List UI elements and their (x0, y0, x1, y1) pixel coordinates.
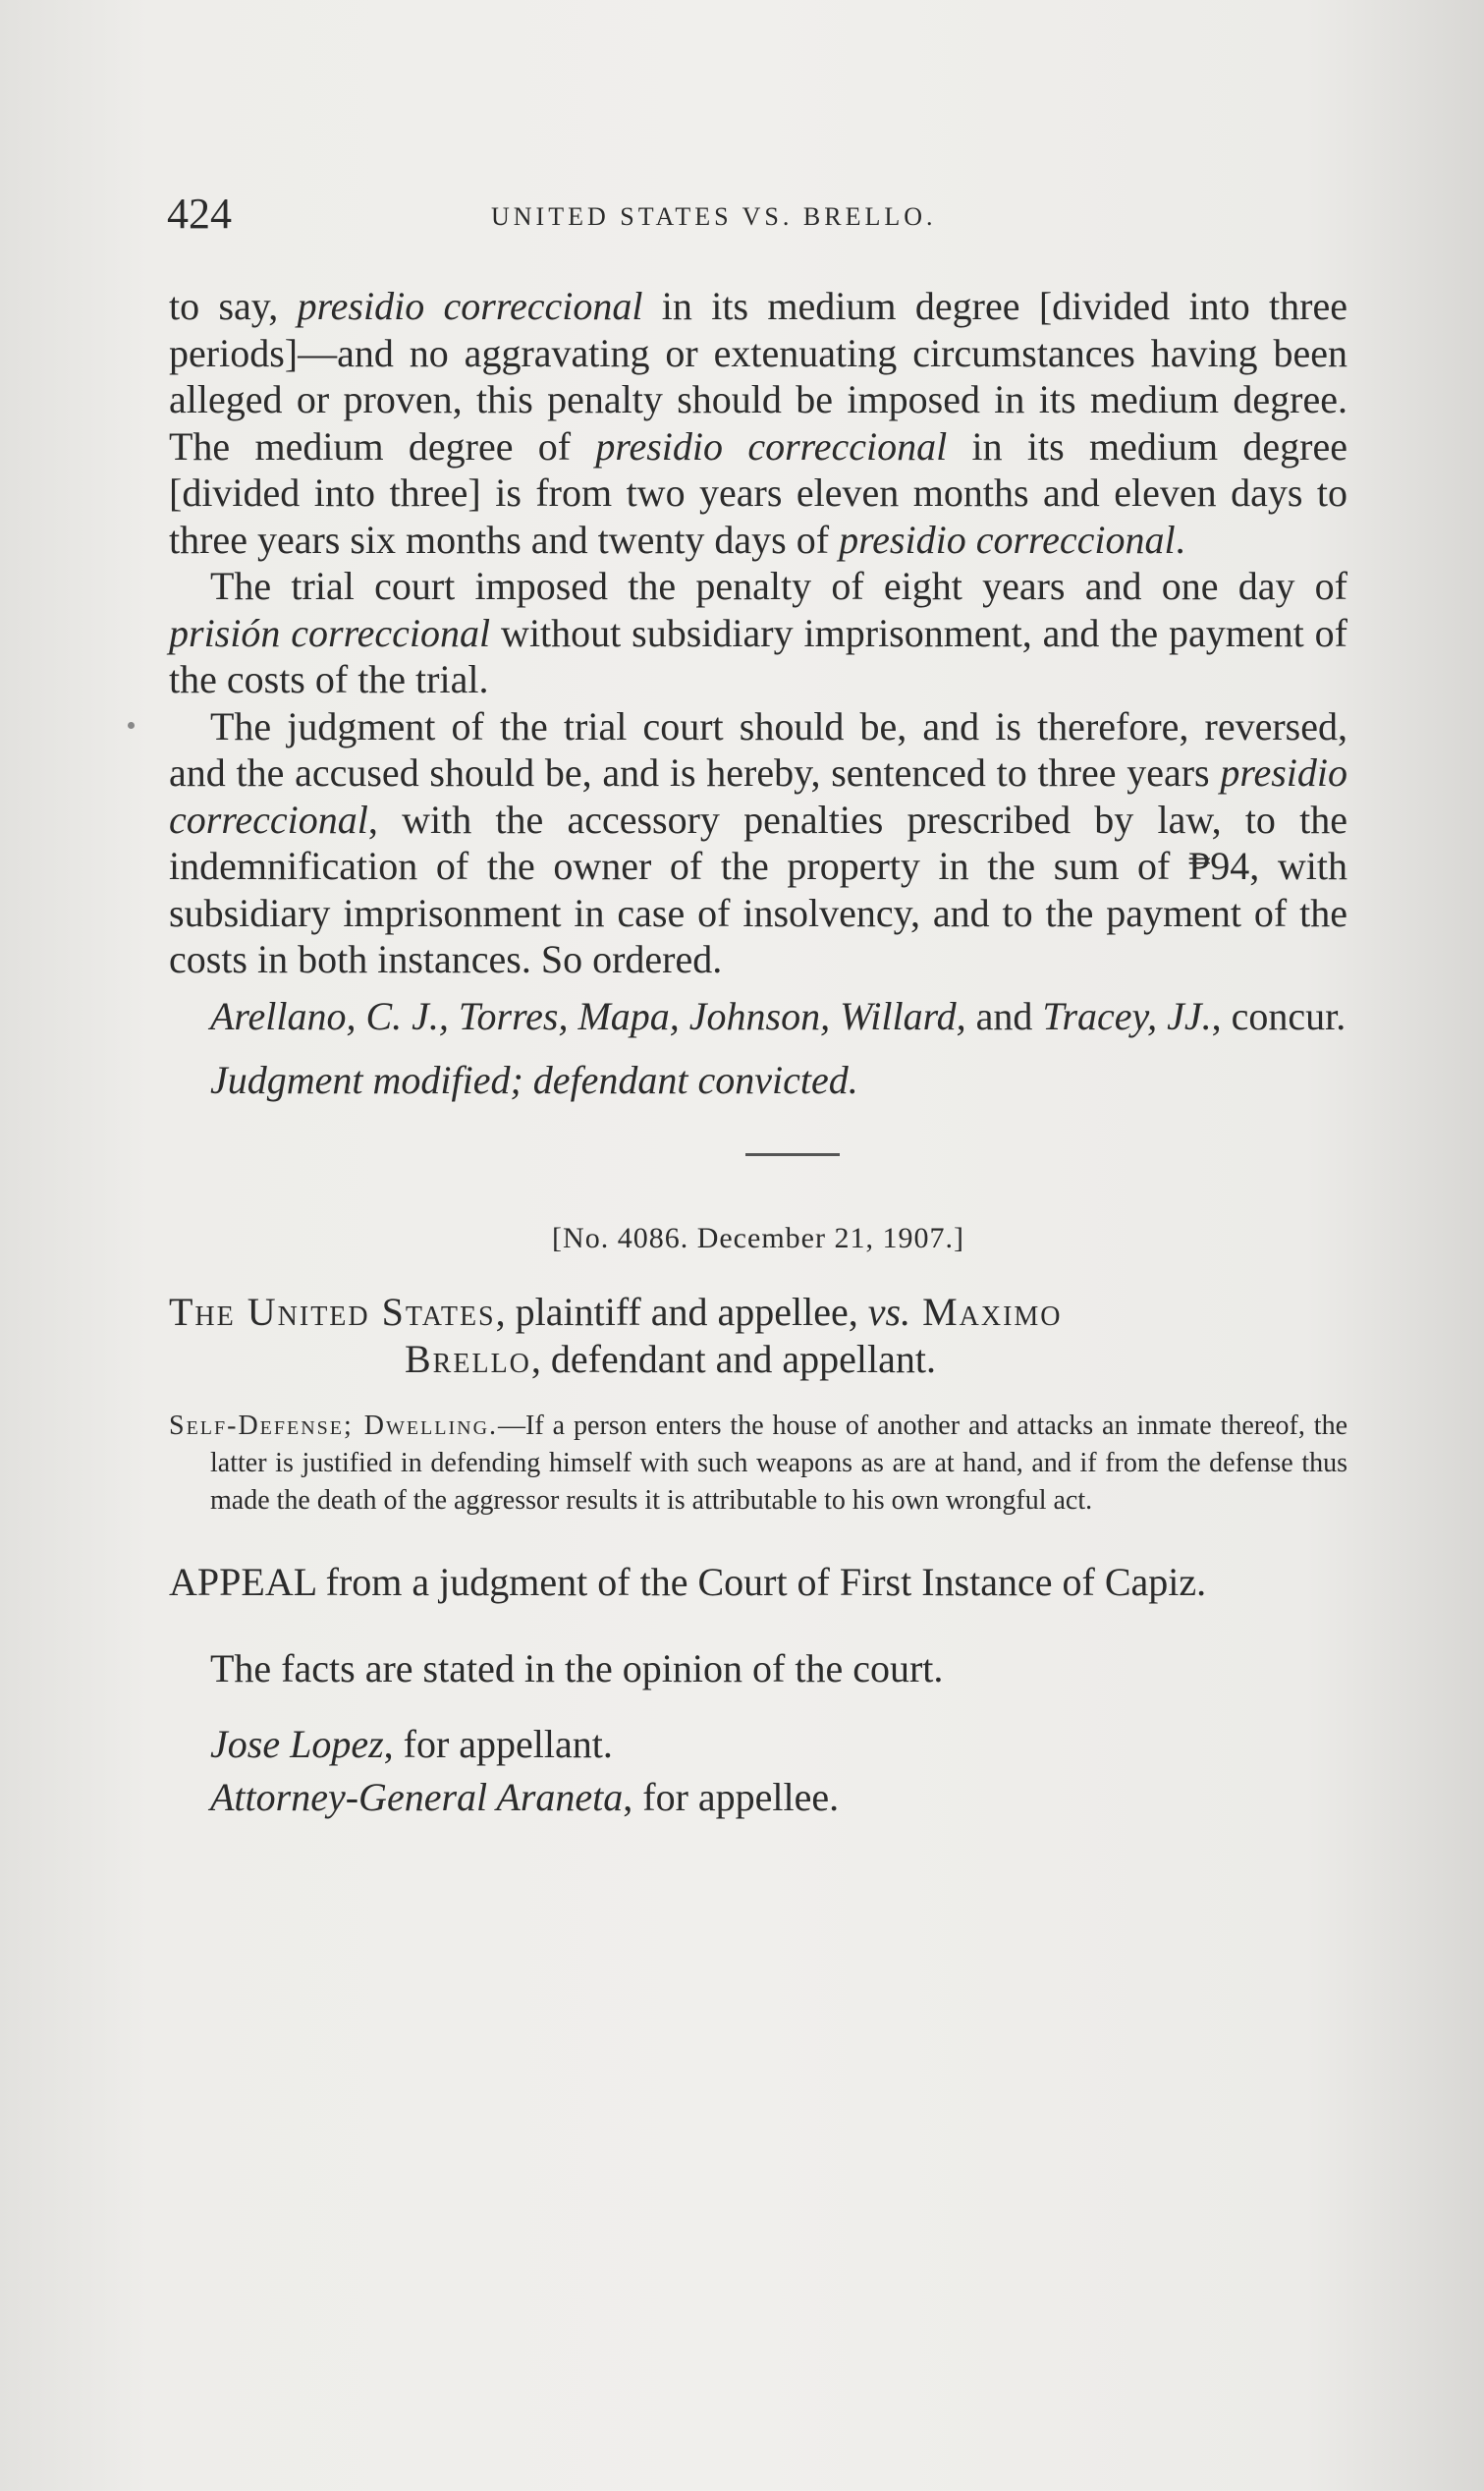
counsel-name: Jose Lopez (210, 1722, 384, 1766)
defendant-surname: Brello (405, 1336, 531, 1381)
page-number: 424 (167, 190, 232, 238)
text: to say, (169, 284, 298, 328)
page-body (169, 283, 1347, 1820)
italic-term: presidio correccional (839, 517, 1176, 562)
counsel-role: , for appellee. (623, 1774, 840, 1819)
running-title: UNITED STATES VS. BRELLO. (491, 202, 937, 231)
text: , concur. (1211, 993, 1347, 1038)
counsel-appellee (169, 1774, 1347, 1821)
appeal-statement (169, 1559, 1347, 1606)
case-number: [No. 4086. December 21, 1907.] (552, 1221, 964, 1254)
speck-mark (128, 722, 135, 729)
counsel-appellant (169, 1721, 1347, 1768)
case-title-line2 (169, 1336, 1347, 1383)
text: , defendant and appellant. (530, 1336, 936, 1381)
judgment-line (169, 1057, 1347, 1104)
text: The trial court imposed the penalty of eight years and one day of (210, 564, 1347, 608)
text: . (1175, 517, 1185, 562)
justices-names: Tracey, JJ. (1042, 993, 1212, 1038)
defendant-first-name: Maximo (910, 1290, 1063, 1334)
section-divider (745, 1153, 840, 1156)
text: , with the accessory penalties prescribed by law, to the indemnification of the owner of the property in the sum of ₱94, with subsidiary imprisonment in case of insolvency, and to the payment of the costs in both instances. So ordered. (169, 797, 1347, 981)
justices-names: Arellano, C. J., Torres, Mapa, Johnson, Willard, (210, 993, 966, 1038)
paragraph-penalty (169, 283, 1347, 563)
counsel-name: Attorney-General Araneta (210, 1774, 624, 1819)
paragraph-judgment (169, 703, 1347, 983)
case-title (169, 1289, 1347, 1382)
judgment-text: Judgment modified; defendant convicted. (210, 1058, 858, 1102)
plaintiff-name: The United States (169, 1290, 496, 1334)
italic-term: presidio correccional (595, 423, 948, 469)
versus: vs. (867, 1290, 911, 1334)
syllabus-heading: Self-Defense; Dwelling. (169, 1411, 499, 1441)
text: in its medium degree [divided into three periods]—and no aggravating or extenuating circumstances having been alleged or proven, this penalty should be imposed in its medium degree. The medium degree of (169, 284, 1347, 469)
text: without subsidiary imprisonment, and the payment of the costs of the trial. (169, 610, 1348, 701)
appeal-heading: APPEAL (169, 1560, 316, 1604)
text: The judgment of the trial court should be, and is therefore, reversed, and the accused should be, and is hereby, sentenced to three years (169, 703, 1347, 795)
italic-term: presidio correccional (297, 284, 643, 328)
paragraph-trial-court (169, 563, 1347, 703)
concurrence (169, 993, 1347, 1040)
syllabus-text: —If a person enters the house of another and attacks an inmate thereof, the latter is justified in defending himself with such weapons as are at hand, and if from the defense thus made the death of the aggressor results it is attributable to his own wrongful act. (210, 1411, 1348, 1516)
text: in its medium degree [divided into three] is from two years eleven months and eleven days to three years six months and twenty days of (169, 423, 1347, 562)
page-header (167, 189, 1336, 248)
appeal-text: from a judgment of the Court of First Instance of Capiz. (315, 1560, 1207, 1604)
italic-term: presidio correccional (169, 750, 1347, 842)
facts-statement: The facts are stated in the opinion of the court. (210, 1645, 944, 1690)
counsel-role: , for appellant. (383, 1722, 613, 1766)
text: , plaintiff and appellee, (495, 1290, 868, 1334)
italic-term: prisión correccional (169, 610, 491, 655)
text: and (965, 993, 1043, 1038)
syllabus (169, 1408, 1347, 1520)
